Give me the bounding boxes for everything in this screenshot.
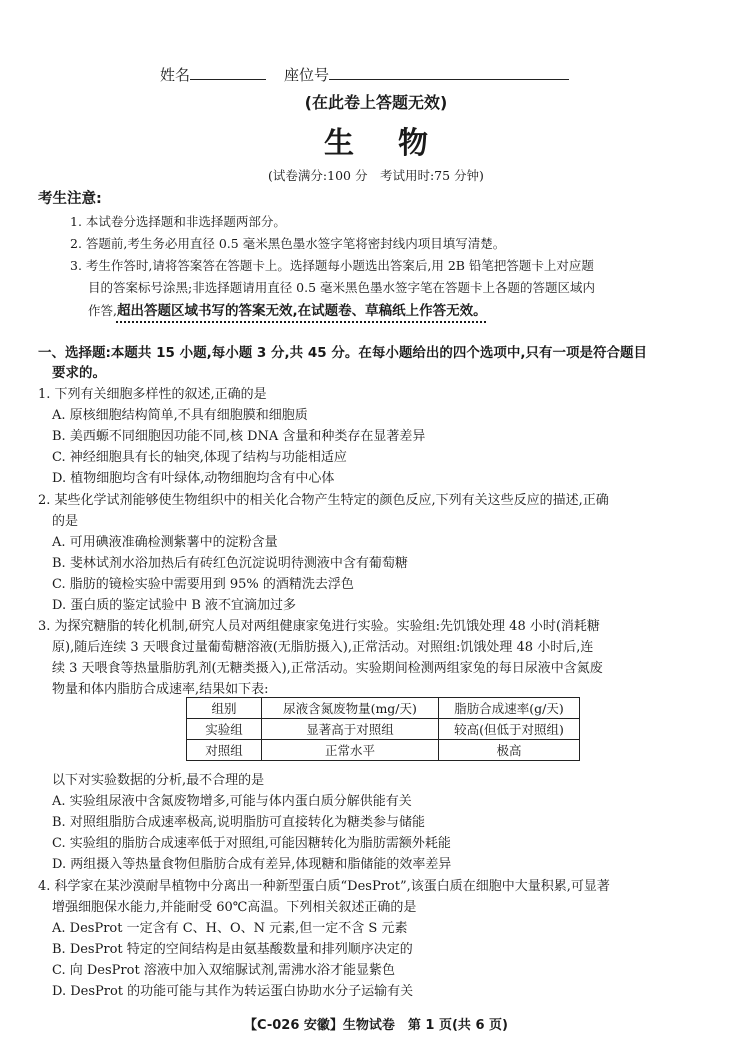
table-header-cell: 尿液含氮废物量(mg/天) (262, 698, 439, 719)
seat-blank[interactable] (329, 65, 569, 80)
seat-label: 座位号 (284, 66, 330, 84)
results-table (186, 697, 580, 761)
question-1-option-d: D. 植物细胞均含有叶绿体,动物细胞均含有中心体 (52, 471, 335, 486)
table-cell: 极高 (439, 740, 580, 761)
question-3-question: 以下对实验数据的分析,最不合理的是 (52, 773, 265, 788)
question-4-option-b: B. DesProt 特定的空间结构是由氨基酸数量和排列顺序决定的 (52, 942, 413, 957)
table-header-cell: 脂肪合成速率(g/天) (439, 698, 580, 719)
table-row (187, 719, 580, 740)
page-footer: 【C-026 安徽】生物试卷 第 1 页(共 6 页) (244, 1018, 508, 1033)
exam-meta: (试卷满分:100 分 考试用时:75 分钟) (268, 168, 484, 183)
question-1-option-c: C. 神经细胞具有长的轴突,体现了结构与功能相适应 (52, 450, 347, 465)
question-2-option-b: B. 斐林试剂水浴加热后有砖红色沉淀说明待测液中含有葡萄糖 (52, 556, 408, 571)
section-heading-cont: 要求的。 (52, 365, 106, 381)
question-4-option-a: A. DesProt 一定含有 C、H、O、N 元素,但一定不含 S 元素 (52, 921, 408, 936)
name-blank[interactable] (190, 65, 266, 80)
invalid-answer-notice: (在此卷上答题无效) (304, 93, 448, 112)
table-row (187, 740, 580, 761)
subject-title: 生物 (324, 126, 472, 161)
caution-item: 3. 考生作答时,请将答案答在答题卡上。选择题每小题选出答案后,用 2B 铅笔把答题卡上对应题 (70, 258, 594, 273)
question-4-option-d: D. DesProt 的功能可能与其作为转运蛋白协助水分子运输有关 (52, 984, 414, 999)
question-3-option-c: C. 实验组的脂肪合成速率低于对照组,可能因糖转化为脂肪需额外耗能 (52, 836, 451, 851)
caution-item-last: 作答,超出答题区域书写的答案无效,在试题卷、草稿纸上作答无效。 (88, 303, 487, 319)
table-header-row (187, 698, 580, 719)
question-2-option-a: A. 可用碘液准确检测紫薯中的淀粉含量 (52, 535, 278, 550)
caution-item: 目的答案标号涂黑;非选择题请用直径 0.5 毫米黑色墨水签字笔在答题卡上各题的答题区域内 (88, 280, 596, 295)
question-1-stem: 1. 下列有关细胞多样性的叙述,正确的是 (38, 387, 267, 402)
question-3-stem-cont: 原),随后连续 3 天喂食过量葡萄糖溶液(无脂肪摄入),正常活动。对照组:饥饿处理 48 小时后,连 (52, 640, 594, 655)
question-4-stem: 4. 科学家在某沙漠耐旱植物中分离出一种新型蛋白质“DesProt”,该蛋白质在细胞中大量积累,可显著 (38, 879, 610, 894)
question-4-stem-cont: 增强细胞保水能力,并能耐受 60℃高温。下列相关叙述正确的是 (52, 900, 417, 915)
question-3-option-d: D. 两组摄入等热量食物但脂肪合成有差异,体现糖和脂储能的效率差异 (52, 857, 452, 872)
question-3-stem: 3. 为探究糖脂的转化机制,研究人员对两组健康家兔进行实验。实验组:先饥饿处理 48 小时(消耗糖 (38, 619, 600, 634)
question-4-option-c: C. 向 DesProt 溶液中加入双缩脲试剂,需沸水浴才能显紫色 (52, 963, 395, 978)
question-3-stem-cont: 物量和体内脂肪合成速率,结果如下表: (52, 682, 269, 697)
caution-item: 2. 答题前,考生务必用直径 0.5 毫米黑色墨水签字笔将密封线内项目填写清楚。 (70, 236, 506, 251)
table-cell: 正常水平 (262, 740, 439, 761)
table-cell: 对照组 (187, 740, 262, 761)
table-header-cell: 组别 (187, 698, 262, 719)
question-3-option-b: B. 对照组脂肪合成速率极高,说明脂肪可直接转化为糖类参与储能 (52, 815, 425, 830)
table-cell: 较高(但低于对照组) (439, 719, 580, 740)
question-2-option-d: D. 蛋白质的鉴定试验中 B 液不宜滴加过多 (52, 598, 297, 613)
section-heading: 一、选择题:本题共 15 小题,每小题 3 分,共 45 分。在每小题给出的四个选项中,只有一项是符合题目 (38, 345, 647, 361)
table-cell: 实验组 (187, 719, 262, 740)
table-cell: 显著高于对照组 (262, 719, 439, 740)
caution-emphasis: 超出答题区域书写的答案无效,在试题卷、草稿纸上作答无效。 (116, 303, 487, 319)
name-label: 姓名 (160, 66, 191, 84)
question-1-option-b: B. 美西螈不同细胞因功能不同,核 DNA 含量和种类存在显著差异 (52, 429, 426, 444)
question-2-stem-cont: 的是 (52, 514, 79, 529)
question-3-option-a: A. 实验组尿液中含氮废物增多,可能与体内蛋白质分解供能有关 (52, 794, 412, 809)
caution-item: 1. 本试卷分选择题和非选择题两部分。 (70, 214, 286, 229)
student-info-line (160, 64, 569, 85)
question-2-option-c: C. 脂肪的镜检实验中需要用到 95% 的酒精洗去浮色 (52, 577, 354, 592)
question-2-stem: 2. 某些化学试剂能够使生物组织中的相关化合物产生特定的颜色反应,下列有关这些反应的描述,正确 (38, 493, 609, 508)
caution-title: 考生注意: (38, 191, 102, 207)
question-3-stem-cont: 续 3 天喂食等热量脂肪乳剂(无糖类摄入),正常活动。实验期间检测两组家兔的每日尿液中含氮废 (52, 661, 603, 676)
question-1-option-a: A. 原核细胞结构简单,不具有细胞膜和细胞质 (52, 408, 308, 423)
